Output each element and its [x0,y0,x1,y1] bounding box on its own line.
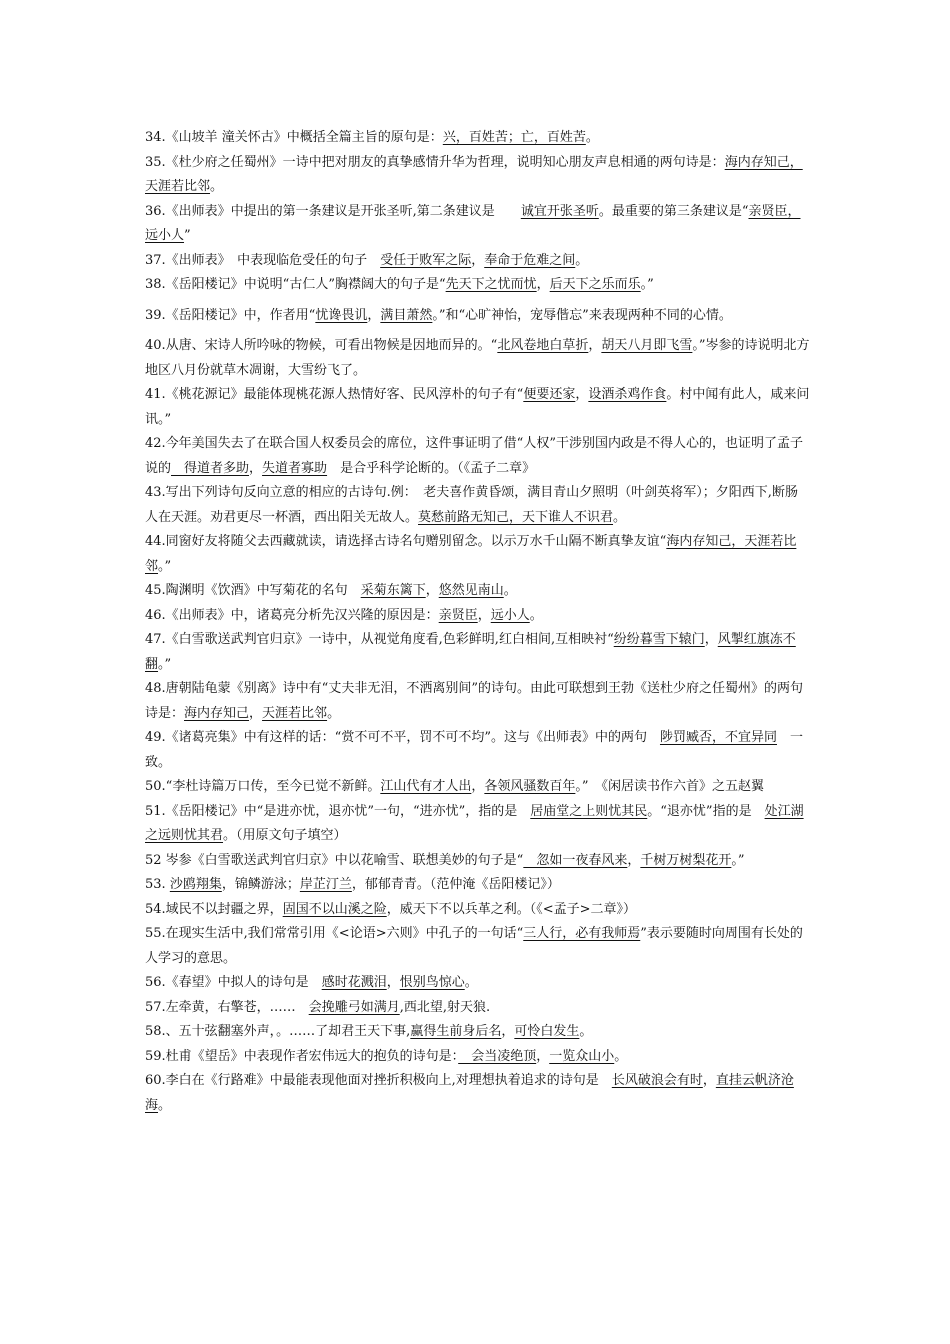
question-text: ， [249,460,263,476]
question-text: ， [536,1048,550,1064]
answer-text: 天涯若比邻 [262,705,328,721]
answer-text: 海内存知己，天涯若比邻 [145,154,803,194]
question-text: ， [386,975,400,990]
question-text: ， [367,307,381,323]
question-text: 。 [529,607,543,623]
question-text: 。 [579,1024,593,1039]
question-text: ” [184,228,191,243]
answer-text: 固国不以山溪之险 [282,901,387,917]
question-text: 。 [613,509,627,525]
answer-text: 处江湖之远则忧其君 [145,803,804,843]
answer-text: 兴，百姓苦；亡，百姓苦 [442,130,586,145]
answer-text: 胡天八月即飞雪 [601,338,693,353]
question-text: 是合乎科学论断的。（《孟子二章》 [327,460,536,476]
question-text: ，锦鳞游泳； [221,877,300,892]
question-text: ,西北望,射天狼. [399,999,491,1015]
question-text: ， [536,277,550,292]
question-text: 48.唐朝陆龟蒙《别离》诗中有“丈夫非无泪，不洒离别间”的诗句。由此可联想到王勃《送杜少府之任蜀州》的两句诗是： [145,681,803,721]
question-item [145,922,810,971]
question-item [145,1020,810,1045]
question-text: 。 [575,252,589,268]
answer-text: 悠然见南山 [438,583,504,598]
answer-text: 纷纷暮雪下辕门 [613,632,705,647]
question-item [145,677,810,726]
question-text: 一致。 [145,730,803,770]
question-text: ， [704,632,718,647]
question-text: 38.《岳阳楼记》中说明“古仁人”胸襟阔大的句子是“ [145,277,446,292]
question-item [145,304,810,329]
answer-text: 会挽雕弓如满月 [308,999,400,1015]
question-text: 。” [640,277,654,292]
question-text: ， [501,1024,515,1039]
answer-text: 莫愁前路无知己，天下谁人不识君 [418,509,614,525]
question-item [145,200,810,249]
question-list [145,126,810,1118]
answer-text: 海内存知己，天涯若比邻 [145,534,797,574]
question-text: 58.、五十弦翻塞外声，。……了却君王天下事, [145,1024,411,1039]
answer-text: 奉命于危难之间 [484,252,576,268]
question-text: 。” [158,558,172,574]
question-text: 。 [585,130,599,145]
question-item [145,151,810,200]
question-text: 。 [327,705,341,721]
answer-text: 一览众山小 [549,1048,615,1064]
question-text: 50.“李杜诗篇万口传，至今已觉不新鲜。 [145,779,381,794]
answer-text: 岸芷汀兰 [299,877,352,892]
question-text: 51.《岳阳楼记》中“是进亦忧，退亦忧”一句，“进亦忧”，指的是 [145,803,531,819]
question-text: 。村中闻有此人，咸来问讯。” [145,387,810,427]
question-text: 56.《春望》中拟人的诗句是 [145,975,322,990]
question-text: 。” [731,852,745,868]
question-text: 。“退亦忧”指的是 [647,803,765,819]
question-text: 。 [503,583,517,598]
answer-text: 各领风骚数百年 [484,779,576,794]
question-text: ，威天下不以兵革之利。（《<孟子>二章》） [386,901,636,917]
question-item [145,775,810,800]
answer-text: 失道者寡助 [262,460,328,476]
question-item [145,628,810,677]
question-text: 。（用原文句子填空） [223,828,347,843]
question-text: 39.《岳阳楼记》中，作者用“ [145,307,316,323]
question-text: ， [702,1073,716,1088]
question-text: ， [575,387,589,402]
answer-text: 忧谗畏讥 [315,307,368,323]
answer-text: 三人行，必有我师焉 [523,926,641,941]
answer-text: 居庙堂之上则忧其民 [530,803,648,819]
question-text: 54.域民不以封疆之界， [145,901,283,917]
question-text: ， [425,583,439,598]
question-item [145,432,810,481]
answer-text: 直挂云帆济沧海 [145,1073,794,1113]
question-item [145,971,810,996]
question-item [145,1069,810,1118]
question-text: 37.《出师表》 中表现临危受任的句子 [145,252,381,268]
question-item [145,383,810,432]
question-text: ， [471,252,485,268]
question-text: 49.《诸葛亮集》中有这样的话：“赏不可不平，罚不可不均”。这与《出师表》中的两句 [145,730,660,745]
question-text: 。 [614,1048,628,1064]
question-item [145,873,810,898]
question-text: 44.同窗好友将随父去西藏就读，请选择古诗名句赠别留念。以示万水千山隔不断真挚友谊“ [145,534,667,549]
question-item [145,1045,810,1070]
question-item [145,726,810,775]
answer-text: 风掣红旗冻不翻 [145,632,796,672]
question-item [145,898,810,923]
answer-text: 千树万树梨花开 [640,852,732,868]
answer-text: 长风破浪会有时 [611,1073,703,1088]
question-text: 。最重要的第三条建议是“ [598,203,749,219]
question-text: 。”岑参的诗说明北方地区八月份就草木凋谢，大雪纷飞了。 [145,338,810,378]
answer-text: 远小人 [490,607,530,623]
question-text: 。 [158,1097,172,1113]
question-text: 43.写出下列诗句反向立意的相应的古诗句.例： 老夫喜作黄昏颂，满目青山夕照明（叶剑英将军）；夕阳西下,断肠人在天涯。劝君更尽一杯酒，西出阳关无故人。 [145,485,798,525]
question-text: 。” [158,656,172,672]
question-text: ，郁郁青青。（范仲淹《岳阳楼记》） [351,877,560,892]
answer-text: 先天下之忧而忧 [445,277,537,292]
question-text: 53. [145,877,170,892]
question-text: 。” 《闲居读书作六首》之五赵翼 [575,779,765,794]
question-text: ， [471,779,485,794]
question-text: 。 [464,975,478,990]
question-text: 。”和“心旷神怡，宠辱偕忘”来表现两种不同的心情。 [432,307,732,323]
question-text: 40.从唐、宋诗人所吟咏的物候，可看出物候是因地而异的。“ [145,338,498,353]
answer-text: 感时花溅泪 [321,975,387,990]
question-item [145,800,810,849]
answer-text: 后天下之乐而乐 [549,277,641,292]
answer-text: 亲贤臣，远小人 [145,203,801,243]
answer-text: 忽如一夜春风来 [523,852,628,868]
answer-text: 陟罚臧否，不宜异同 [659,730,777,745]
answer-text: 会当凌绝顶 [458,1048,537,1064]
question-text: 34.《山坡羊 潼关怀古》中概括全篇主旨的原句是： [145,130,443,145]
question-text: 42.今年美国失去了在联合国人权委员会的席位，这件事证明了借“人权”干涉别国内政是不得人心的，也证明了孟子说的 [145,436,803,476]
question-item [145,481,810,530]
question-text: 。 [210,179,224,194]
question-item [145,273,810,298]
answer-text: 便要还家 [523,387,576,402]
answer-text: 沙鸥翔集 [169,877,222,892]
answer-text: 得道者多助 [171,460,250,476]
question-text: ， [249,705,263,721]
answer-text: 海内存知己 [184,705,250,721]
question-text: 41.《桃花源记》最能体现桃花源人热情好客、民风淳朴的句子有“ [145,387,524,402]
answer-text: 诚宜开张圣听 [520,203,599,219]
question-item [145,530,810,579]
answer-text: 受任于败军之际 [380,252,472,268]
question-item [145,334,810,383]
answer-text: 满目萧然 [380,307,433,323]
question-item [145,579,810,604]
question-text: 46.《出师表》中，诸葛亮分析先汉兴隆的原因是： [145,607,439,623]
question-text: 57.左牵黄，右擎苍，…… [145,999,309,1015]
question-text: 60.李白在《行路难》中最能表现他面对挫折积极向上,对理想执着追求的诗句是 [145,1073,612,1088]
question-text: ， [588,338,602,353]
question-text: 47.《白雪歌送武判官归京》一诗中，从视觉角度看,色彩鲜明,红白相间,互相映衬“ [145,632,614,647]
question-text: ， [477,607,491,623]
answer-text: 亲贤臣 [438,607,478,623]
question-text: ， [627,852,641,868]
answer-text: 北风卷地白草折 [497,338,589,353]
answer-text: 设酒杀鸡作食 [588,387,667,402]
answer-text: 采菊东篱下 [360,583,426,598]
answer-text: 赢得生前身后名 [410,1024,502,1039]
question-text: 45.陶渊明《饮酒》中写菊花的名句 [145,583,361,598]
answer-text: 可怜白发生 [514,1024,580,1039]
question-item [145,849,810,874]
answer-text: 恨别鸟惊心 [399,975,465,990]
question-text: 59.杜甫《望岳》中表现作者宏伟远大的抱负的诗句是： [145,1048,459,1064]
question-text: 55.在现实生活中,我们常常引用《<论语>六则》中孔子的一句话“ [145,926,524,941]
question-text: ”表示要随时向周围有长处的人学习的意思。 [145,926,803,966]
question-item [145,996,810,1021]
question-item [145,604,810,629]
question-text: 35.《杜少府之任蜀州》一诗中把对朋友的真挚感情升华为哲理，说明知心朋友声息相通的两句诗是： [145,154,725,170]
answer-text: 江山代有才人出 [380,779,472,794]
question-item [145,126,810,151]
question-text: 36.《出师表》中提出的第一条建议是开张圣听,第二条建议是 [145,203,521,219]
question-text: 52 岑参《白雪歌送武判官归京》中以花喻雪、联想美妙的句子是“ [145,852,524,868]
question-item [145,249,810,274]
